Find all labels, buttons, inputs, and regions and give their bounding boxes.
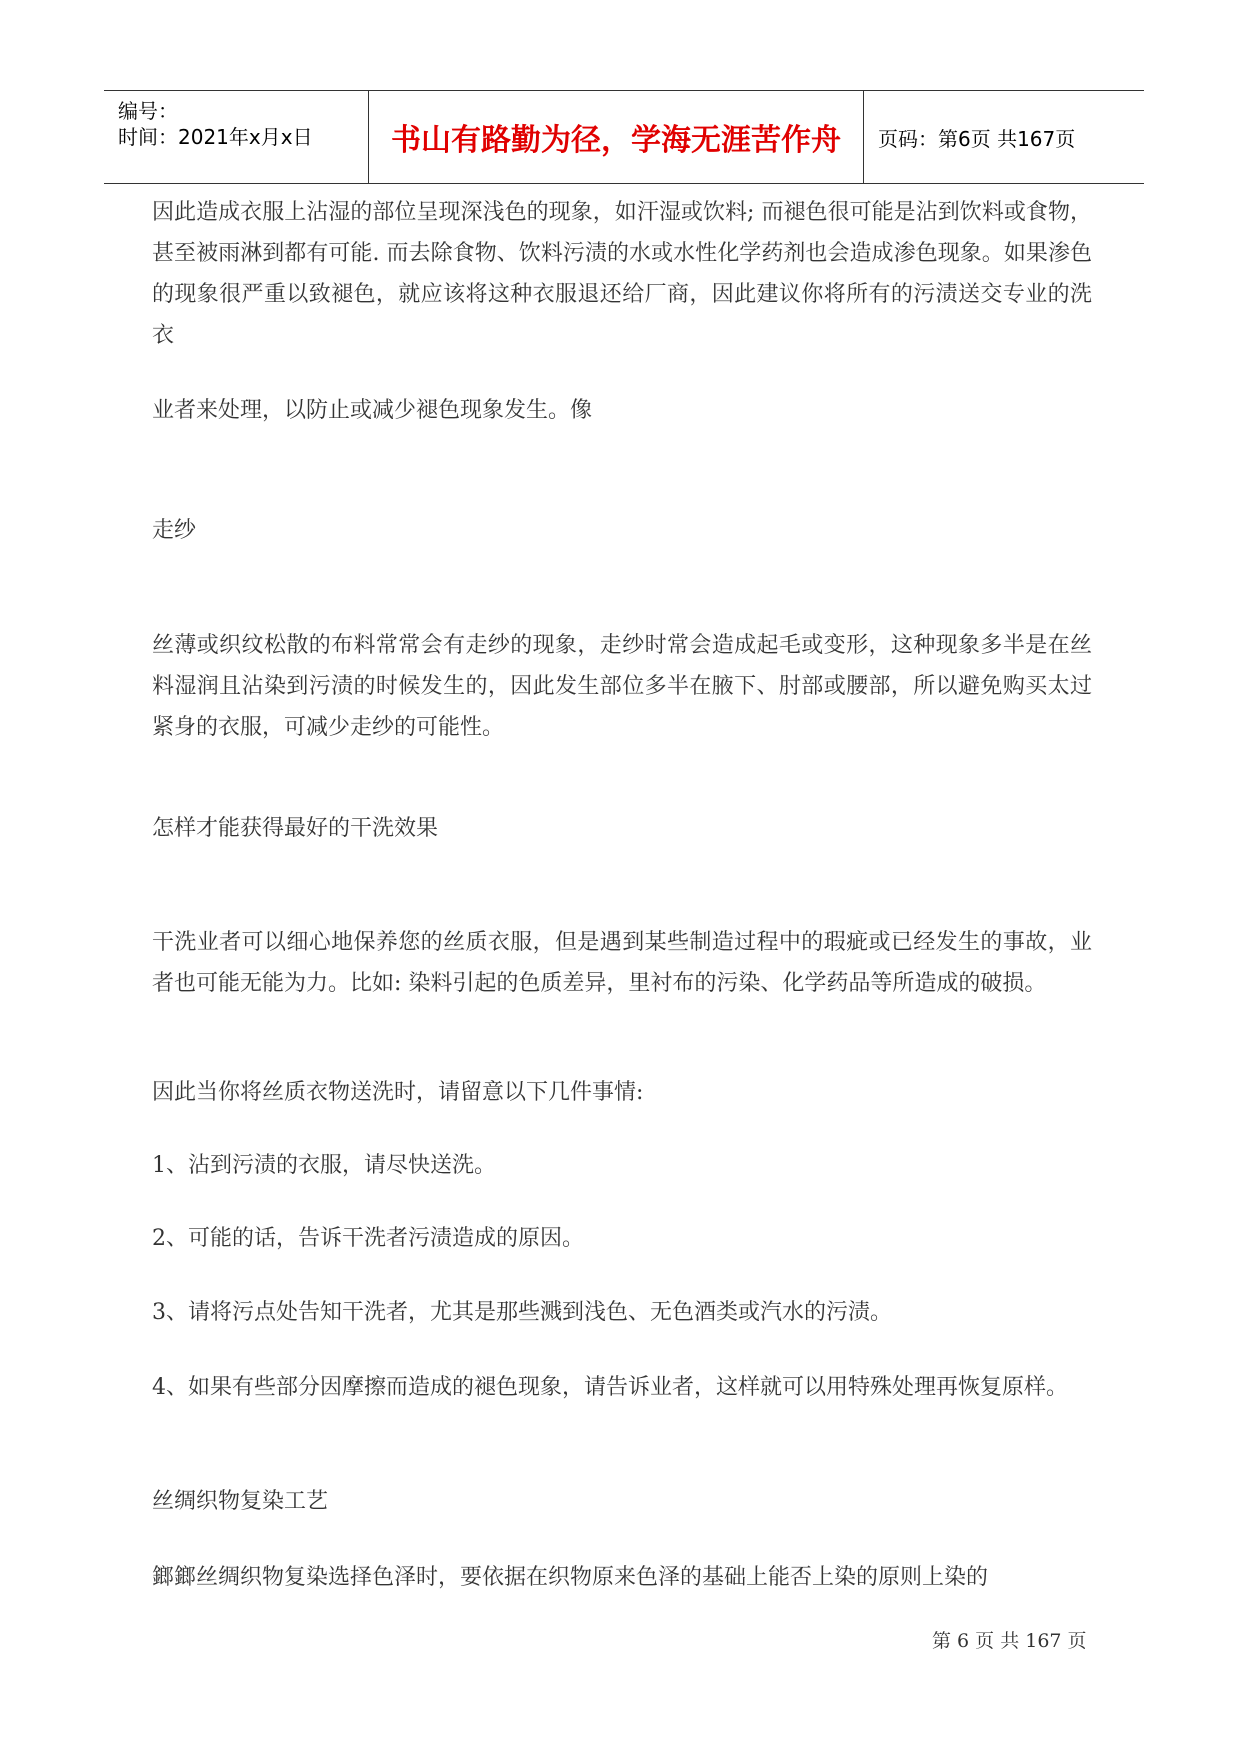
heading-best-drycleaning: 怎样才能获得最好的干洗效果 [152,816,439,841]
paragraph-2: 业者来处理，以防止或减少褪色现象发生。像 [152,398,593,423]
serial-label: 编号： [118,99,178,123]
page-label: 页码：第6页 共167页 [878,126,1076,151]
time-label: 时间：2021年x月x日 [118,125,313,149]
motto-text: 书山有路勤为径，学海无涯苦作舟 [391,123,841,158]
list-item-2: 2、可能的话，告诉干洗者污渍造成的原因。 [152,1226,584,1251]
paragraph-3: 丝薄或织纹松散的布料常常会有走纱的现象，走纱时常会造成起毛或变形，这种现象多半是在丝料湿润且沾染到污渍的时候发生的，因此发生部位多半在腋下、肘部或腰部，所以避免购买太过紧身的衣服，可减少走纱的可能性。 [152,633,1092,740]
header-table [104,90,1144,184]
heading-zousha: 走纱 [152,518,197,543]
list-item-4: 4、如果有些部分因摩擦而造成的褪色现象，请告诉业者，这样就可以用特殊处理再恢复原样。 [152,1375,1069,1400]
header-meta-cell [104,91,368,183]
paragraph-4: 干洗业者可以细心地保养您的丝质衣服，但是遇到某些制造过程中的瑕疵或已经发生的事故，业者也可能无能为力。比如: 染料引起的色质差异，里衬布的污染、化学药品等所造成的破损。 [152,930,1092,996]
paragraph-1: 因此造成衣服上沾湿的部位呈现深浅色的现象，如汗湿或饮料; 而褪色很可能是沾到饮料或食物，甚至被雨淋到都有可能. 而去除食物、饮料污渍的水或水性化学药剂也会造成渗色现象。如果渗色的现象很严重以致褪色，就应该将这种衣服退还给厂商，因此建议你将所有的污渍送交专业的洗衣 [152,200,1092,348]
paragraph-6: 鎯鎯丝绸织物复染选择色泽时，要依据在织物原来色泽的基础上能否上染的原则上染的 [152,1565,989,1590]
footer-page-number: 第 6 页 共 167 页 [932,1630,1087,1652]
list-item-1: 1、沾到污渍的衣服，请尽快送洗。 [152,1153,496,1178]
paragraph-5: 因此当你将丝质衣物送洗时，请留意以下几件事情: [152,1080,644,1105]
header-page-cell [864,91,1144,183]
heading-silk-redyeing: 丝绸织物复染工艺 [152,1489,329,1514]
list-item-3: 3、请将污点处告知干洗者，尤其是那些溅到浅色、无色酒类或汽水的污渍。 [152,1300,892,1325]
header-motto-cell [368,91,864,183]
